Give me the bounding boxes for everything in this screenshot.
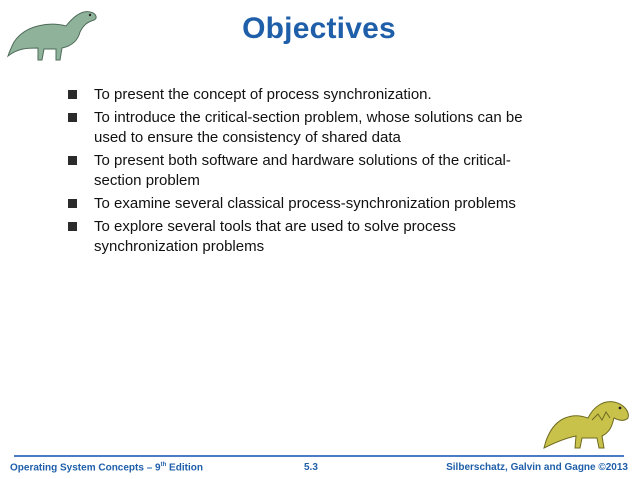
bullet-text: To present the concept of process synchronization. <box>94 86 432 103</box>
bullet-square-icon <box>68 222 77 231</box>
slide-title: Objectives <box>242 12 396 45</box>
list-item <box>68 85 528 105</box>
bullet-text: To present both software and hardware solutions of the critical-section problem <box>94 152 511 189</box>
list-item <box>68 194 528 214</box>
footer-divider <box>14 455 624 457</box>
footer-page-number: 5.3 <box>304 462 318 473</box>
list-item <box>68 217 528 257</box>
list-item <box>68 151 528 191</box>
footer-book-title: Operating System Concepts – 9th Edition <box>10 462 203 474</box>
bullet-square-icon <box>68 113 77 122</box>
bullet-square-icon <box>68 199 77 208</box>
objectives-list <box>68 85 528 260</box>
bullet-square-icon <box>68 90 77 99</box>
bullet-text: To explore several tools that are used to solve process synchronization problems <box>94 218 456 255</box>
bullet-text: To introduce the critical-section problem, whose solutions can be used to ensure the consistency of shared data <box>94 109 523 146</box>
footer-copyright: Silberschatz, Galvin and Gagne ©2013 <box>446 462 628 473</box>
list-item <box>68 108 528 148</box>
bullet-text: To examine several classical process-synchronization problems <box>94 195 516 212</box>
bullet-square-icon <box>68 156 77 165</box>
dinosaur-illustration-bottom-right <box>542 378 634 454</box>
